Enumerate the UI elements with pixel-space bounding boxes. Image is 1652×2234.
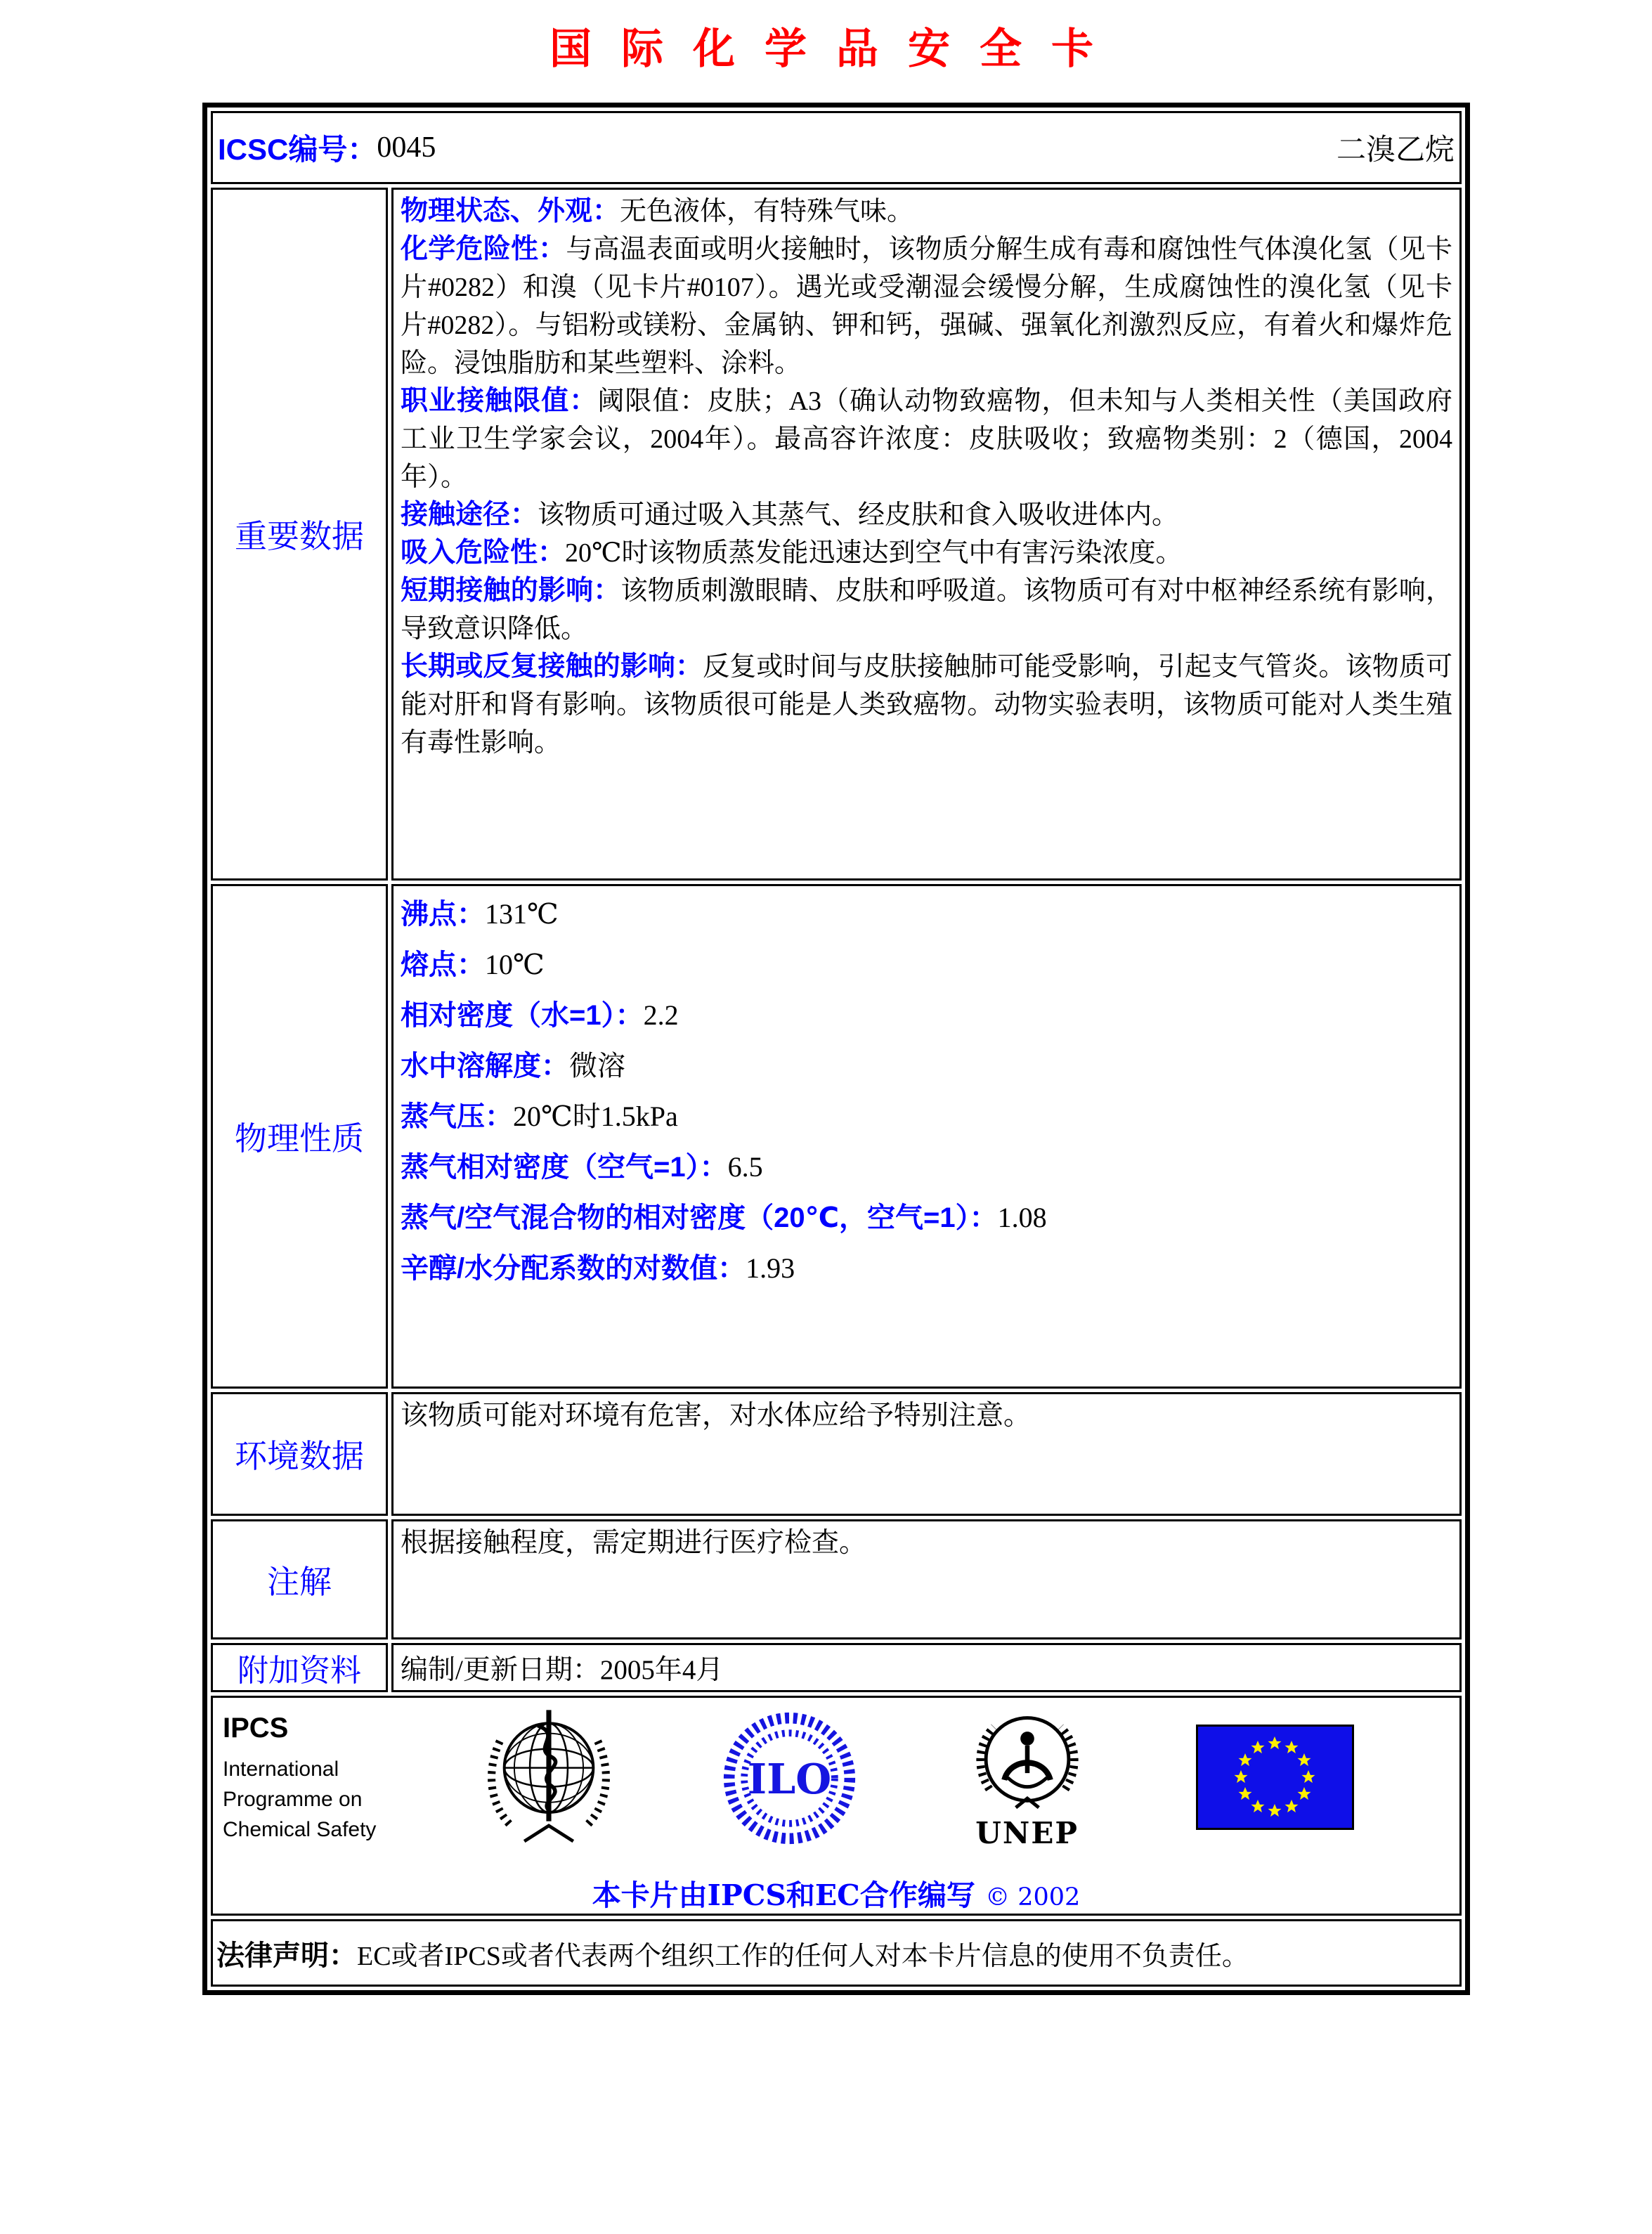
data-item-key: 短期接触的影响： bbox=[401, 576, 621, 606]
header-row bbox=[211, 111, 1462, 184]
unep-logo-text: UNEP bbox=[975, 1815, 1079, 1850]
section-label-additional-info: 附加资料 bbox=[211, 1643, 388, 1692]
data-item bbox=[401, 496, 1452, 534]
data-item-value: 20℃时该物质蒸发能迅速达到空气中有害污染浓度。 bbox=[565, 538, 1183, 568]
data-item bbox=[401, 648, 1452, 762]
data-item bbox=[401, 193, 1452, 230]
property-value: 10℃ bbox=[485, 949, 545, 980]
ipcs-title: IPCS bbox=[223, 1713, 289, 1743]
section-label-environmental-data: 环境数据 bbox=[211, 1392, 388, 1516]
section-label-physical-properties: 物理性质 bbox=[211, 884, 388, 1389]
data-item-value: 反复或时间与皮肤接触肺可能受影响，引起支气管炎。该物质可能对肝和肾有影响。该物质很可能是人类致癌物。动物实验表明，该物质可能对人类生殖有毒性影响。 bbox=[401, 652, 1452, 758]
eu-flag-icon bbox=[1196, 1725, 1354, 1833]
data-item bbox=[401, 230, 1452, 382]
ipcs-subtitle-line: International bbox=[223, 1758, 339, 1781]
property-value: 2.2 bbox=[643, 999, 679, 1031]
data-item bbox=[401, 382, 1452, 496]
data-item bbox=[401, 572, 1452, 648]
environmental-data-text: 该物质可能对环境有危害，对水体应给予特别注意。 bbox=[401, 1401, 1032, 1431]
notes-content bbox=[391, 1519, 1462, 1639]
important-data-content bbox=[391, 188, 1462, 881]
data-item-key: 接触途径： bbox=[401, 500, 538, 530]
property-key: 蒸气压： bbox=[401, 1101, 513, 1132]
property-value: 1.93 bbox=[746, 1252, 795, 1284]
property-key: 蒸气/空气混合物的相对密度（20℃，空气=1）： bbox=[401, 1202, 998, 1233]
logos-cell bbox=[211, 1696, 1462, 1916]
property-item bbox=[401, 1152, 1452, 1183]
legal-cell bbox=[211, 1919, 1462, 1987]
property-item bbox=[401, 949, 1452, 980]
property-key: 水中溶解度： bbox=[401, 1051, 569, 1082]
ilo-logo-icon bbox=[721, 1707, 858, 1851]
property-value: 6.5 bbox=[727, 1151, 763, 1183]
additional-info-content bbox=[391, 1643, 1462, 1692]
physical-properties-content bbox=[391, 884, 1462, 1389]
property-key: 沸点： bbox=[401, 899, 485, 930]
ipcs-subtitle-line: Programme on bbox=[223, 1788, 363, 1811]
data-item bbox=[401, 534, 1452, 572]
ipcs-subtitle-line: Chemical Safety bbox=[223, 1818, 377, 1841]
property-value: 131℃ bbox=[485, 898, 559, 930]
property-item bbox=[401, 1202, 1452, 1233]
additional-info-text: 编制/更新日期：2005年4月 bbox=[401, 1655, 724, 1685]
property-value: 1.08 bbox=[997, 1202, 1047, 1233]
icsc-number-label: ICSC编号： bbox=[218, 133, 377, 166]
data-item-key: 吸入危险性： bbox=[401, 538, 566, 568]
property-value: 20℃时1.5kPa bbox=[513, 1100, 678, 1132]
data-item-key: 化学危险性： bbox=[401, 234, 566, 264]
physical-properties-row bbox=[211, 884, 1462, 1389]
header-cell bbox=[211, 111, 1462, 184]
data-item-value: 与高温表面或明火接触时，该物质分解生成有毒和腐蚀性气体溴化氢（见卡片#0282）和溴（见卡片#0107）。遇光或受潮湿会缓慢分解，生成腐蚀性的溴化氢（见卡片#0282）。与铝粉或镁粉、金属钠、钾和钙，强碱、强氧化剂激烈反应，有着火和爆炸危险。浸蚀脂肪和某些塑料、涂料。 bbox=[401, 235, 1452, 378]
property-value: 微溶 bbox=[569, 1050, 625, 1082]
chemical-name: 二溴乙烷 bbox=[1336, 134, 1455, 167]
icsc-card-table bbox=[202, 103, 1470, 1995]
data-item-key: 职业接触限值： bbox=[401, 386, 598, 416]
legal-row bbox=[211, 1919, 1462, 1987]
data-item-value: 该物质刺激眼睛、皮肤和呼吸道。该物质可有对中枢神经系统有影响，导致意识降低。 bbox=[401, 576, 1452, 644]
data-item-key: 长期或反复接触的影响： bbox=[401, 651, 703, 682]
environmental-data-content bbox=[391, 1392, 1462, 1516]
property-key: 相对密度（水=1）： bbox=[401, 1000, 644, 1031]
notes-text: 根据接触程度，需定期进行医疗检查。 bbox=[401, 1528, 867, 1558]
icsc-number-group bbox=[218, 126, 436, 169]
property-key: 辛醇/水分配系数的对数值： bbox=[401, 1253, 746, 1284]
property-key: 蒸气相对密度（空气=1）： bbox=[401, 1152, 728, 1183]
important-data-row bbox=[211, 188, 1462, 881]
who-logo-icon bbox=[482, 1707, 616, 1851]
data-item-value: 无色液体，有特殊气味。 bbox=[620, 197, 914, 226]
logos-row bbox=[211, 1696, 1462, 1916]
page-title: 国际化学品安全卡 bbox=[549, 25, 1123, 74]
environmental-data-row bbox=[211, 1392, 1462, 1516]
property-item bbox=[401, 1051, 1452, 1082]
data-item-value: 该物质可通过吸入其蒸气、经皮肤和食入吸收进体内。 bbox=[538, 500, 1179, 530]
unep-logo-icon bbox=[964, 1708, 1091, 1850]
ilo-logo-text: ILO bbox=[747, 1754, 832, 1803]
property-key: 熔点： bbox=[401, 949, 485, 980]
legal-label: 法律声明： bbox=[216, 1940, 357, 1971]
property-item bbox=[401, 1253, 1452, 1284]
additional-info-row bbox=[211, 1643, 1462, 1692]
ipcs-text-block bbox=[223, 1713, 376, 1845]
property-item bbox=[401, 899, 1452, 930]
data-item-value: 阈限值：皮肤；A3（确认动物致癌物，但未知与人类相关性（美国政府工业卫生学家会议，2004年）。最高容许浓度：皮肤吸收；致癌物类别：2（德国，2004年）。 bbox=[401, 387, 1452, 492]
data-item-key: 物理状态、外观： bbox=[401, 196, 620, 226]
footer-caption bbox=[213, 1872, 1459, 1914]
property-item bbox=[401, 1101, 1452, 1132]
footer-copyright: © 2002 bbox=[985, 1883, 1081, 1911]
icsc-number-value: 0045 bbox=[377, 131, 436, 164]
section-label-notes: 注解 bbox=[211, 1519, 388, 1639]
footer-caption-text: 本卡片由IPCS和EC合作编写 bbox=[592, 1878, 975, 1912]
property-item bbox=[401, 1000, 1452, 1031]
legal-text: EC或者IPCS或者代表两个组织工作的任何人对本卡片信息的使用不负责任。 bbox=[357, 1941, 1249, 1971]
notes-row bbox=[211, 1519, 1462, 1639]
section-label-important-data: 重要数据 bbox=[211, 188, 388, 881]
